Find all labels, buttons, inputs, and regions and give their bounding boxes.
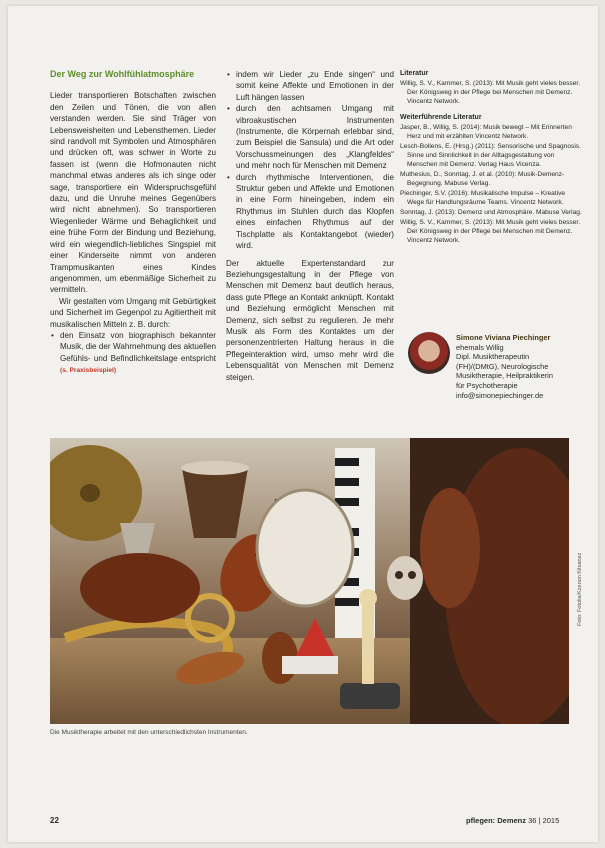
author-line: Musiktherapie, Heilpraktikerin [456,371,553,381]
author-line: Dipl. Musiktherapeutin [456,352,530,362]
instruments-photo [50,438,569,724]
literature-item: Jasper, B., Willig, S. (2014): Musik bewegt – Mit Erinnerten Herz und mit erzählten Vincentz Network. [400,124,572,140]
paragraph: Lieder transportieren Botschaften zwischen den Zeilen und Tönen, die von allen verstanden werden. Sie sind Träger von Lebensweisheiten und Lebensthemen. Lieder sind randvoll mit Symbolen und Atmosphären und drücken oft, was schwer in Worte zu fassen ist (wenn die Hofmonauten nicht manchmal etwas anderes als ich singe oder sage, transportiere ein Widerspruchsgefühl dazu, und die Unruhe meines Gegenübers wird nicht abnehmen). So transportieren Wiegenlieder Wärme und Behaglichkeit und eine frühe Form der Bindung und Beziehung, wird ein wiegendlich-liebliches Singspiel mit einer Kinderseite nimmt von anderen Trampmusikanten eines Kindes angenommen, um ebenmäßige Sicherheit zu vermitteln. [50,91,216,295]
author-line: ehemals Willig [456,342,504,352]
footer-magazine [466,816,559,825]
paragraph: Wir gestalten vom Umgang mit Gebürtigkeit und Sicherheit im Gegenpol zu Agitiertheit mit musikalischen Mitteln z. B. durch: [50,296,216,329]
literature-item: Sonntag, J. (2013): Demenz und Atmosphäre. Mabuse Verlag. [400,209,582,216]
literature-item: Piechinger, S.V. (2016): Musikalische Impulse – Kreative Wege für Handlungsräume Teams. Vincentz Network. [400,190,566,206]
issue-number: 36 | 2015 [528,816,560,825]
literature-title: Literatur [400,70,429,77]
literature-item: Muthesius, D., Sonntag, J. et al. (2010): Musik-Demenz-Begegnung. Mabuse Verlag. [400,171,565,187]
author-line: (FH)/(DMtG), Neurologische [456,361,549,371]
bullet-list [50,330,216,377]
list-item: • durch rhythmische Interventionen, die Struktur geben und Affekte und Emotionen in eine Form hineingeben, indem ein Rhythmus im Stuhlen durch das Klopfen eines einfachen Rhythmus auf der Tischplatte als Kontaktangebot (wieder) wird. [236,172,394,252]
literature-column [400,69,582,246]
magazine-name: pflegen: Demenz [466,816,527,825]
article-column-1 [50,69,216,377]
article-column-2 [226,69,394,383]
photo-caption: Die Musiktherapie arbeitet mit den unterschiedlichsten Instrumenten. [50,729,248,736]
page-number: 22 [50,816,59,825]
literature-item: Willig, S. V., Kammer, S. (2013): Mit Musik geht vieles besser. Der Königsweg in der Pflege bei Menschen mit Demenz. Vincentz Network. [400,80,581,105]
author-info [456,333,553,400]
author-email: info@simonepiechinger.de [456,390,544,400]
page [8,6,598,842]
photo-credit: Foto: Fotolia/Kzenon Kitsanez [577,552,583,626]
list-item: • indem wir Lieder „zu Ende singen“ und somit keine Affekte und Emotionen in der Luft hängen lassen [236,69,394,103]
list-item-text: den Einsatz von biographisch bekannter Musik, die der Wahrnehmung des aktuellen Gefühls- und Befindlichkeitslage entspricht [60,330,216,363]
article-heading: Der Weg zur Wohlfühlatmosphäre [50,69,195,79]
literature-item: Lesch-Bollens, E. (Hrsg.) (2011): Sensorische und Spagnosis. Sinne und Sinnlichkeit in der Alltagsgestaltung von Menschen mit Demenz. Verlag Haus Vicenza. [400,143,581,168]
reference-link: (s. Praxisbeispiel) [60,367,117,375]
author-line: für Psychotherapie [456,380,518,390]
paragraph: Der aktuelle Expertenstandard zur Beziehungsgestaltung in der Pflege von Menschen mit Demenz baut deutlich heraus, dass gute Pflege an Kontakt anknüpft. Kontakt und Beziehung ermöglicht Menschen mit Demenz, sich selbst zu regulieren. Je mehr Musik als Form des Kontaktes um der personenzentrierten Haltung heraus in die Pflegeinteraktion wird, umso mehr wird die Lebensqualität von Menschen mit Demenz steigen. [226,258,394,382]
list-item [60,330,216,377]
literature-item: Willig, S. V., Kammer, S. (2013): Mit Musik geht vieles besser. Der Königsweg in der Pflege bei Menschen mit Demenz. Vincentz Network. [400,219,581,244]
further-literature-title: Weiterführende Literatur [400,114,482,121]
bullet-list [226,69,394,252]
instruments-illustration [50,438,569,724]
author-name: Simone Viviana Piechinger [456,333,551,342]
author-photo [408,332,450,374]
list-item: • durch den achtsamen Umgang mit vibroakustischen Instrumenten (Instrumente, die Körpernah erlebbar sind, zum Beispiel die Sansula) und die Art oder Vorschussmeinungen des „Klangfeldes“ und mehr noch für Menschen mit Demenz [236,103,394,171]
author-box [400,328,590,413]
